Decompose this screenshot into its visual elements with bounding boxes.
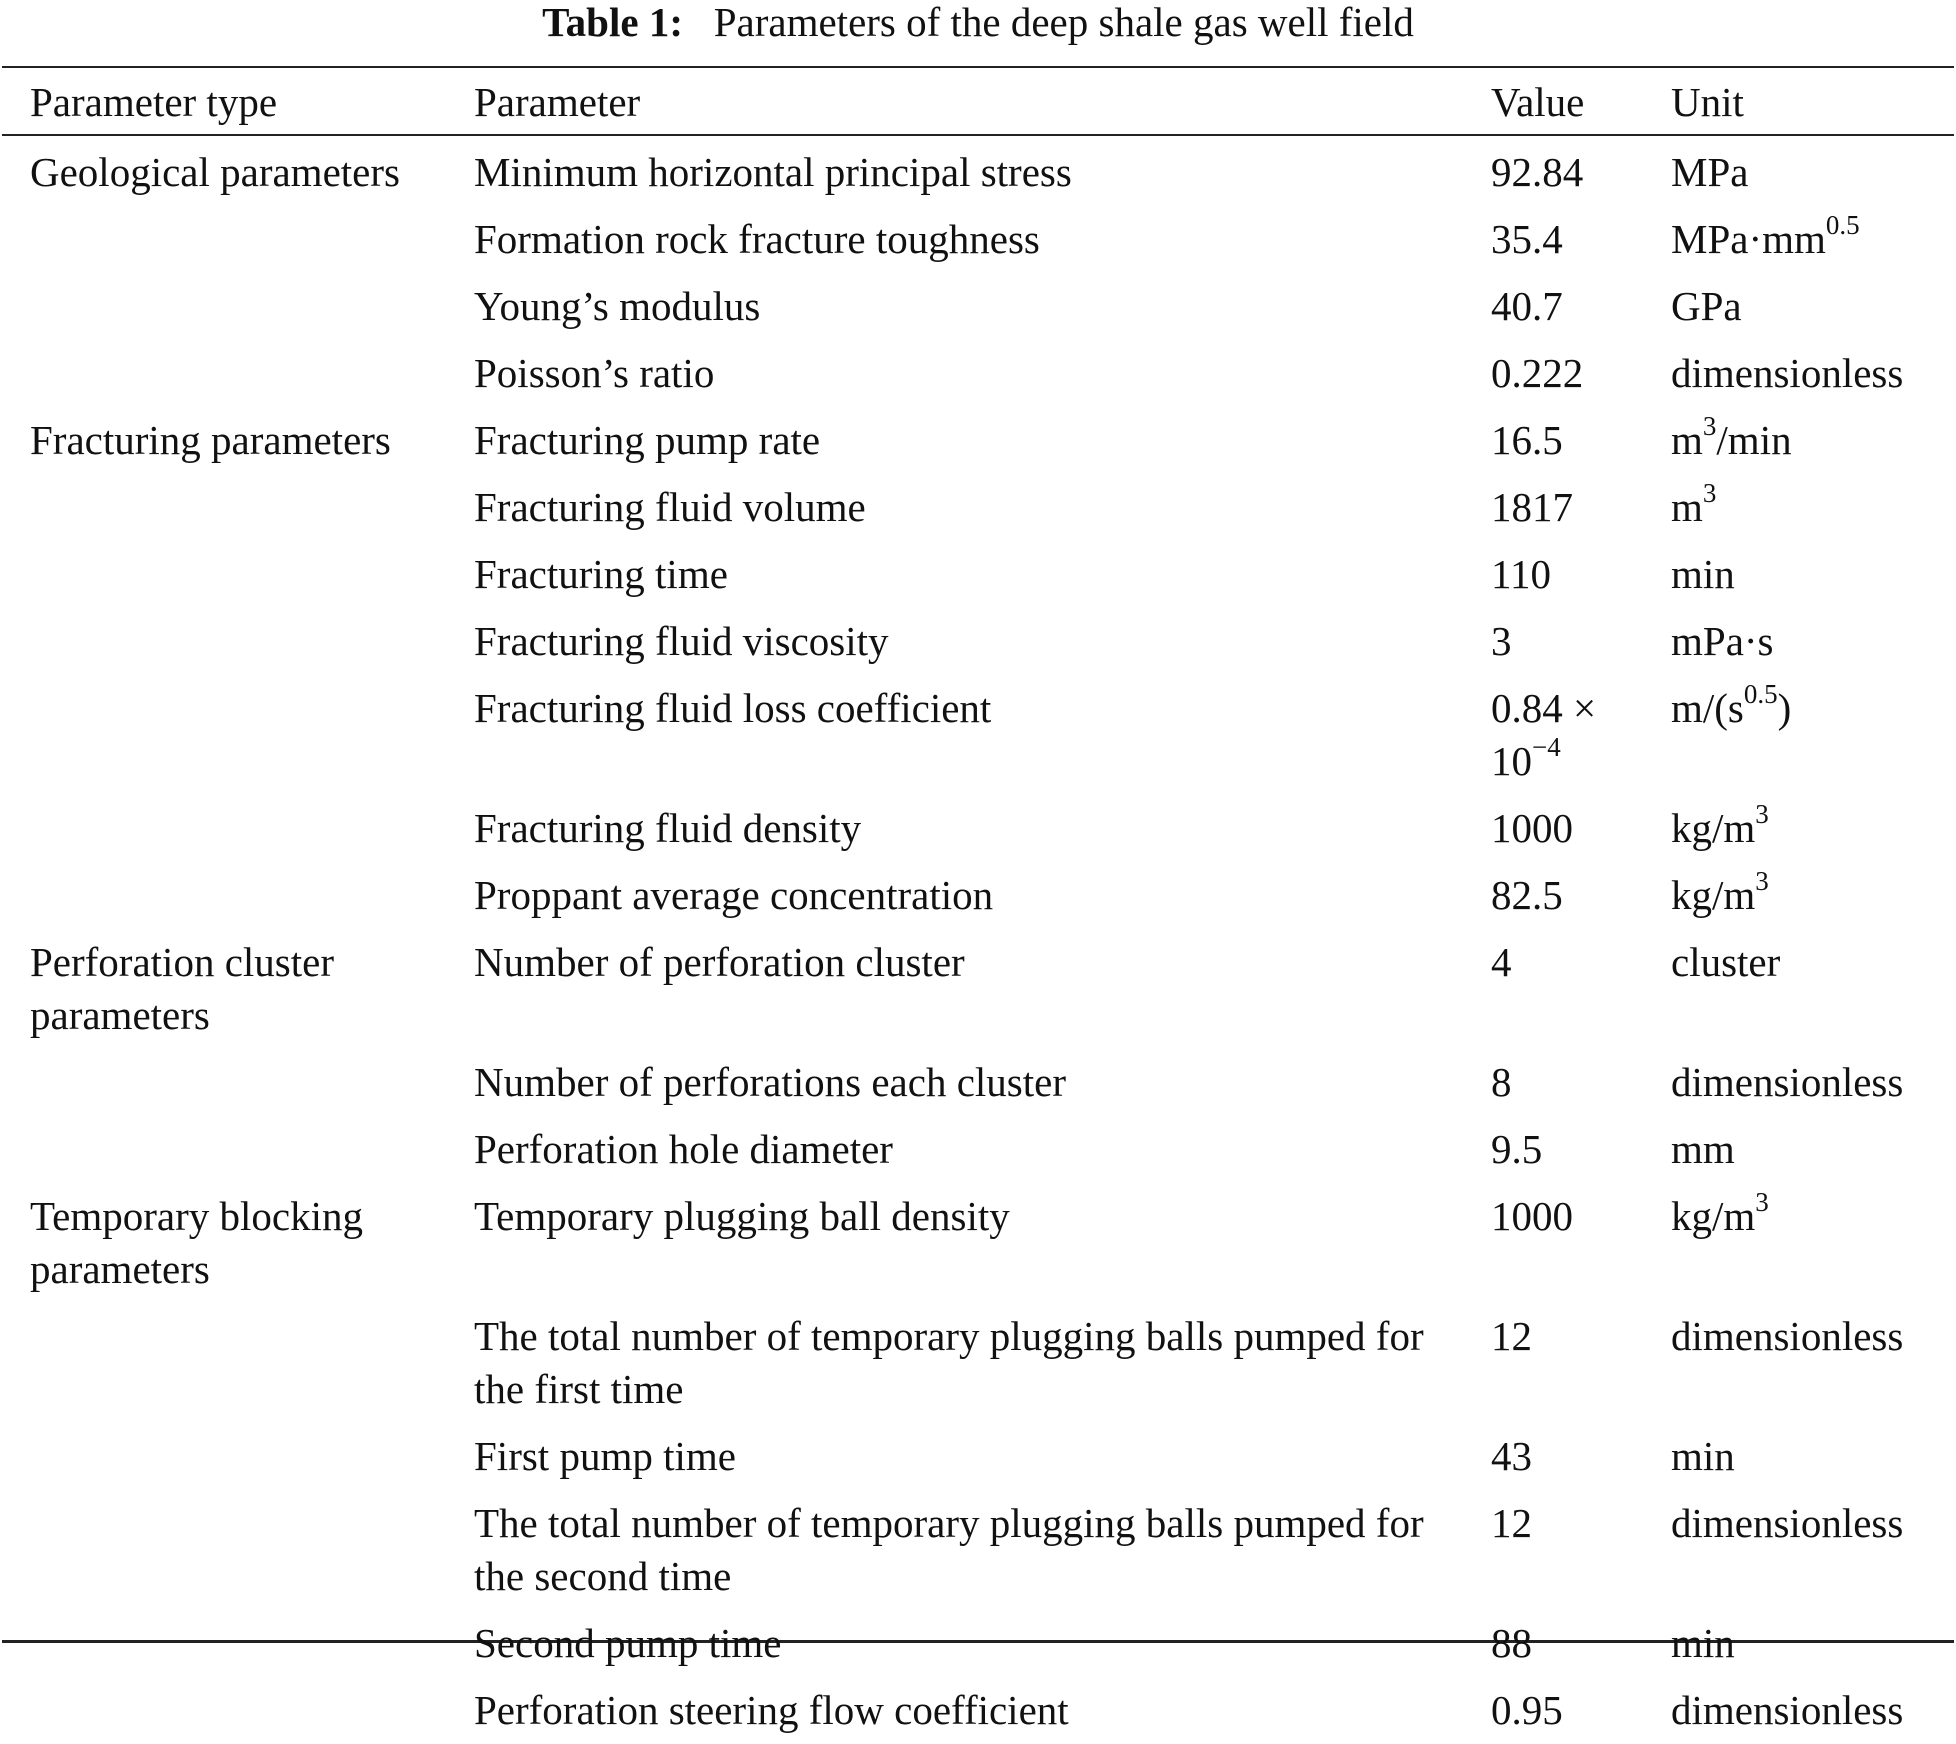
cell-value	[1491, 134, 1671, 206]
parameter-name: Formation rock fracture toughness	[474, 216, 1040, 262]
cell-parameter	[474, 1423, 1491, 1490]
parameter-name: Perforation hole diameter	[474, 1126, 893, 1172]
cell-unit	[1671, 1490, 1931, 1610]
cell-parameter-type	[30, 474, 474, 541]
cell-parameter	[474, 862, 1491, 929]
cell-value	[1491, 541, 1671, 608]
cell-unit	[1671, 675, 1931, 795]
header-unit: Unit	[1671, 79, 1744, 125]
parameter-name: Fracturing fluid volume	[474, 484, 866, 530]
unit-text: min	[1671, 1620, 1735, 1666]
value-text	[1491, 1497, 1651, 1550]
unit-exponent: 3	[1755, 799, 1769, 830]
cell-parameter-type	[30, 340, 474, 407]
value-text	[1491, 869, 1651, 922]
value-number: 9.5	[1491, 1126, 1543, 1172]
cell-unit	[1671, 407, 1931, 474]
cell-value	[1491, 1677, 1671, 1744]
cell-parameter-type	[30, 541, 474, 608]
table-row	[30, 795, 1931, 862]
value-number: 16.5	[1491, 417, 1563, 463]
unit-text: m	[1671, 484, 1703, 530]
cell-parameter	[474, 1116, 1491, 1183]
cell-unit	[1671, 862, 1931, 929]
cell-unit	[1671, 1610, 1931, 1677]
value-number: 43	[1491, 1433, 1532, 1479]
cell-parameter-type	[30, 1303, 474, 1423]
value-text	[1491, 936, 1651, 989]
cell-parameter-type	[30, 1049, 474, 1116]
unit-text: kg/m	[1671, 872, 1756, 918]
parameter-name: Number of perforation cluster	[474, 939, 965, 985]
parameter-type-label: Fracturing parameters	[30, 417, 391, 463]
table-row	[30, 929, 1931, 1049]
value-number: 0.95	[1491, 1687, 1563, 1733]
table-row	[30, 1423, 1931, 1490]
value-text	[1491, 1684, 1651, 1737]
cell-value	[1491, 1049, 1671, 1116]
value-exponent: −4	[1532, 732, 1561, 763]
table-row	[30, 1677, 1931, 1744]
unit-text: min	[1671, 551, 1735, 597]
parameter-name: Proppant average concentration	[474, 872, 994, 918]
parameter-type-label: Perforation cluster parameters	[30, 939, 334, 1038]
caption-label: Table 1:	[542, 0, 683, 45]
unit-text: dimensionless	[1671, 350, 1904, 396]
cell-value	[1491, 1183, 1671, 1303]
value-number: 12	[1491, 1500, 1532, 1546]
cell-parameter-type	[30, 675, 474, 795]
unit-text: kg/m	[1671, 1193, 1756, 1239]
cell-unit	[1671, 340, 1931, 407]
cell-unit	[1671, 1677, 1931, 1744]
table-row	[30, 206, 1931, 273]
cell-parameter	[474, 1677, 1491, 1744]
header-value: Value	[1491, 79, 1585, 125]
value-text	[1491, 414, 1651, 467]
unit-text: dimensionless	[1671, 1059, 1904, 1105]
cell-parameter	[474, 1303, 1491, 1423]
unit-text: MPa·mm	[1671, 216, 1826, 262]
unit-text: GPa	[1671, 283, 1742, 329]
table-row	[30, 340, 1931, 407]
value-text	[1491, 682, 1651, 788]
cell-value	[1491, 206, 1671, 273]
value-number: 0.222	[1491, 350, 1584, 396]
value-text	[1491, 1056, 1651, 1109]
unit-suffix: )	[1777, 685, 1792, 731]
value-text	[1491, 1310, 1651, 1363]
value-number: 12	[1491, 1313, 1532, 1359]
cell-parameter	[474, 1049, 1491, 1116]
unit-text: mm	[1671, 1126, 1735, 1172]
cell-parameter	[474, 608, 1491, 675]
value-text	[1491, 802, 1651, 855]
table-row	[30, 407, 1931, 474]
cell-value	[1491, 1490, 1671, 1610]
parameter-name: Perforation steering flow coefficient	[474, 1687, 1069, 1733]
table-row	[30, 273, 1931, 340]
unit-text: m/(s	[1671, 685, 1744, 731]
caption-title: Parameters of the deep shale gas well field	[713, 0, 1414, 45]
value-number: 110	[1491, 551, 1551, 597]
cell-parameter-type	[30, 608, 474, 675]
cell-parameter	[474, 795, 1491, 862]
cell-parameter	[474, 134, 1491, 206]
parameter-name: The total number of temporary plugging balls pumped for the first time	[474, 1313, 1424, 1412]
parameters-table	[30, 78, 1931, 1744]
value-text	[1491, 1430, 1651, 1483]
cell-unit	[1671, 206, 1931, 273]
unit-text: cluster	[1671, 939, 1781, 985]
unit-exponent: 3	[1755, 1187, 1769, 1218]
cell-parameter-type	[30, 1183, 474, 1303]
cell-parameter	[474, 1490, 1491, 1610]
parameter-name: Fracturing fluid loss coefficient	[474, 685, 992, 731]
cell-value	[1491, 929, 1671, 1049]
table-row	[30, 862, 1931, 929]
cell-unit	[1671, 929, 1931, 1049]
value-number: 1000	[1491, 1193, 1573, 1239]
cell-value	[1491, 340, 1671, 407]
unit-exponent: 0.5	[1743, 679, 1778, 710]
table-top-rule	[2, 66, 1954, 68]
cell-unit	[1671, 474, 1931, 541]
cell-parameter-type	[30, 1116, 474, 1183]
parameter-name: Fracturing time	[474, 551, 728, 597]
cell-value	[1491, 1423, 1671, 1490]
cell-parameter	[474, 541, 1491, 608]
unit-exponent: 0.5	[1825, 210, 1860, 241]
table-row	[30, 134, 1931, 206]
unit-exponent: 3	[1702, 478, 1717, 509]
unit-text: m	[1671, 417, 1703, 463]
cell-unit	[1671, 273, 1931, 340]
cell-parameter	[474, 675, 1491, 795]
cell-value	[1491, 862, 1671, 929]
cell-unit	[1671, 1303, 1931, 1423]
cell-unit	[1671, 541, 1931, 608]
table-row	[30, 1303, 1931, 1423]
value-number: 35.4	[1491, 216, 1563, 262]
cell-unit	[1671, 134, 1931, 206]
parameter-name: Fracturing pump rate	[474, 417, 821, 463]
value-number: 3	[1491, 618, 1512, 664]
table-row	[30, 1183, 1931, 1303]
cell-parameter-type	[30, 862, 474, 929]
header-parameter-type: Parameter type	[30, 79, 278, 125]
cell-value	[1491, 675, 1671, 795]
parameter-type-label: Temporary blocking parameters	[30, 1193, 364, 1292]
table-body	[30, 134, 1931, 1744]
unit-text: min	[1671, 1433, 1735, 1479]
value-text	[1491, 1123, 1651, 1176]
cell-parameter-type	[30, 795, 474, 862]
cell-parameter-type	[30, 1677, 474, 1744]
cell-value	[1491, 795, 1671, 862]
parameter-name: Minimum horizontal principal stress	[474, 149, 1072, 195]
cell-parameter-type	[30, 1490, 474, 1610]
caption-spacer	[693, 0, 714, 45]
unit-exponent: 3	[1755, 866, 1769, 897]
cell-unit	[1671, 1183, 1931, 1303]
value-text	[1491, 548, 1651, 601]
parameter-name: First pump time	[474, 1433, 736, 1479]
value-number: 40.7	[1491, 283, 1563, 329]
cell-unit	[1671, 1116, 1931, 1183]
value-text	[1491, 1617, 1651, 1670]
cell-parameter-type	[30, 407, 474, 474]
cell-parameter	[474, 1610, 1491, 1677]
value-number: 8	[1491, 1059, 1512, 1105]
value-number: 88	[1491, 1620, 1532, 1666]
cell-parameter	[474, 340, 1491, 407]
unit-text: mPa·s	[1671, 618, 1774, 664]
cell-parameter	[474, 1183, 1491, 1303]
value-text	[1491, 615, 1651, 668]
parameter-name: Temporary plugging ball density	[474, 1193, 1010, 1239]
parameter-name: Poisson’s ratio	[474, 350, 715, 396]
table-row	[30, 474, 1931, 541]
cell-value	[1491, 407, 1671, 474]
cell-parameter-type	[30, 1610, 474, 1677]
value-text	[1491, 213, 1651, 266]
parameter-name: Fracturing fluid density	[474, 805, 862, 851]
value-text	[1491, 481, 1651, 534]
cell-value	[1491, 1610, 1671, 1677]
parameter-name: Second pump time	[474, 1620, 782, 1666]
table-row	[30, 1049, 1931, 1116]
unit-text: dimensionless	[1671, 1687, 1904, 1733]
cell-unit	[1671, 608, 1931, 675]
cell-parameter	[474, 407, 1491, 474]
value-text	[1491, 1190, 1651, 1243]
table-row	[30, 1610, 1931, 1677]
cell-value	[1491, 608, 1671, 675]
parameter-name: Young’s modulus	[474, 283, 761, 329]
value-number: 92.84	[1491, 149, 1584, 195]
table-row	[30, 608, 1931, 675]
cell-parameter	[474, 206, 1491, 273]
cell-value	[1491, 273, 1671, 340]
value-number: 82.5	[1491, 872, 1563, 918]
table-row	[30, 1490, 1931, 1610]
cell-value	[1491, 1303, 1671, 1423]
cell-unit	[1671, 795, 1931, 862]
table-row	[30, 675, 1931, 795]
unit-suffix: /min	[1716, 417, 1792, 463]
value-text	[1491, 280, 1651, 333]
header-parameter: Parameter	[474, 79, 641, 125]
cell-parameter-type	[30, 273, 474, 340]
unit-text: dimensionless	[1671, 1500, 1904, 1546]
cell-unit	[1671, 1423, 1931, 1490]
value-text	[1491, 347, 1651, 400]
table-row	[30, 1116, 1931, 1183]
table-header-row	[30, 78, 1931, 134]
cell-parameter	[474, 474, 1491, 541]
unit-text: kg/m	[1671, 805, 1756, 851]
cell-parameter-type	[30, 206, 474, 273]
parameter-name: Fracturing fluid viscosity	[474, 618, 889, 664]
table-row	[30, 541, 1931, 608]
parameter-name: Number of perforations each cluster	[474, 1059, 1066, 1105]
unit-exponent: 3	[1702, 411, 1717, 442]
value-number: 1817	[1491, 484, 1573, 530]
cell-parameter-type	[30, 929, 474, 1049]
value-number: 0.84 × 10	[1491, 685, 1597, 784]
cell-value	[1491, 1116, 1671, 1183]
unit-text: MPa	[1671, 149, 1749, 195]
value-number: 1000	[1491, 805, 1573, 851]
cell-parameter	[474, 273, 1491, 340]
cell-parameter	[474, 929, 1491, 1049]
parameter-name: The total number of temporary plugging balls pumped for the second time	[474, 1500, 1424, 1599]
cell-value	[1491, 474, 1671, 541]
cell-unit	[1671, 1049, 1931, 1116]
parameter-type-label: Geological parameters	[30, 149, 400, 195]
cell-parameter-type	[30, 134, 474, 206]
value-text	[1491, 146, 1651, 199]
value-number: 4	[1491, 939, 1512, 985]
unit-text: dimensionless	[1671, 1313, 1904, 1359]
table-caption	[0, 0, 1956, 44]
cell-parameter-type	[30, 1423, 474, 1490]
